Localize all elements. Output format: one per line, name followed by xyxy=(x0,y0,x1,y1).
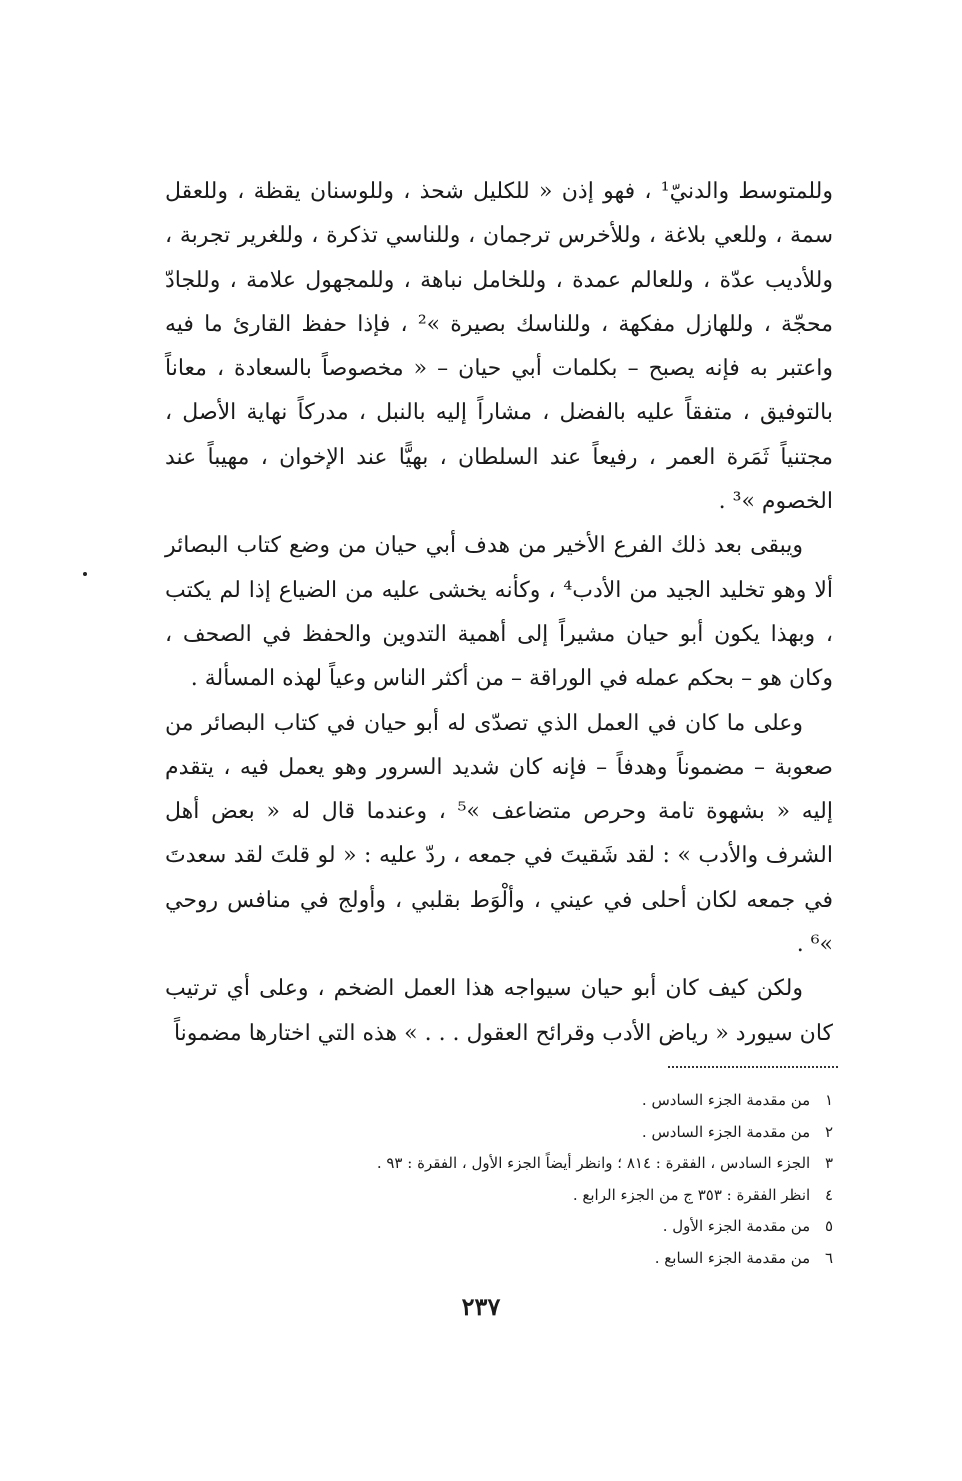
paragraph-3: وعلى ما كان في العمل الذي تصدّى له أبو حيان في كتاب البصائر من صعوبة – مضموناً وهدفاً – فإنه كان شديد السرور وهو يعمل فيه ، يتقدم إليه « بشهوة تامة وحرص متضاعف »⁵ ، وعندما قال له « بعض أهل الشرف والأدب » : لقد شَقيتَ في جمعه ، ردّ عليه : « لو قلتَ لقد سعدتَ في جمعه لكان أحلى في عيني ، وألْوَط بقلبي ، وأولج في منافس روحي »⁶ . xyxy=(165,710,833,958)
footnote-text: من مقدمة الجزء الأول . xyxy=(662,1217,811,1235)
footnote-4 xyxy=(250,1180,833,1212)
footnote-number: ٦ xyxy=(824,1248,833,1267)
footnote-text: انظر الفقرة : ٣٥٣ ج من الجزء الرابع . xyxy=(572,1185,811,1204)
footnote-number: ٣ xyxy=(824,1154,833,1172)
footnote-6 xyxy=(250,1243,833,1275)
footnote-text: الجزء السادس ، الفقرة : ٨١٤ ؛ وانظر أيضاً الجزء الأول ، الفقرة : ٩٣ . xyxy=(376,1154,811,1172)
footnote-text: من مقدمة الجزء السادس . xyxy=(641,1122,811,1141)
footnote-number: ٥ xyxy=(824,1217,833,1235)
footnote-text: من مقدمة الجزء السادس . xyxy=(641,1091,811,1109)
footnote-1 xyxy=(250,1085,833,1117)
paragraph-4: ولكن كيف كان أبو حيان سيواجه هذا العمل الضخم ، وعلى أي ترتيب كان سيورد « رياض الأدب وقرائح العقول . . . » هذه التي اختارها مضموناً xyxy=(165,976,833,1046)
footnote-number: ٢ xyxy=(824,1122,833,1141)
margin-mark xyxy=(83,572,87,576)
footnote-number: ١ xyxy=(824,1091,833,1109)
footnote-2 xyxy=(250,1117,833,1149)
footnote-number: ٤ xyxy=(824,1185,833,1204)
footnotes xyxy=(250,1085,833,1274)
body-text xyxy=(165,170,833,1056)
footnote-5 xyxy=(250,1211,833,1243)
footnote-text: من مقدمة الجزء السابع . xyxy=(654,1248,811,1267)
footnote-3 xyxy=(250,1148,833,1180)
paragraph-1: وللمتوسط والدنيّ¹ ، فهو إذن « للكليل شحذ ، وللوسنان يقظة ، وللعقل سمة ، وللعي بلاغة ، وللأخرس ترجمان ، وللناسي تذكرة ، وللغرير تجربة ، وللأديب عدّة ، وللعالم عمدة ، وللخامل نباهة ، وللمجهول علامة ، وللجادّ محجّة ، وللهازل مفكهة ، وللناسك بصيرة »² ، فإذا حفظ القارئ ما فيه واعتبر به فإنه يصبح – بكلمات أبي حيان – « مخصوصاً بالسعادة ، معاناً بالتوفيق ، متفقاً عليه بالفضل ، مشاراً إليه بالنبل ، مدركاً نهاية الأصل ، مجتنياً ثَمَرة العمر ، رفيعاً عند السلطان ، بهيًّا عند الإخوان ، مهيباً عند الخصوم »³ . xyxy=(165,179,833,515)
paragraph-2: ويبقى بعد ذلك الفرع الأخير من هدف أبي حيان من وضع كتاب البصائر ألا وهو تخليد الجيد من الأدب⁴ ، وكأنه يخشى عليه من الضياع إذا لم يكتب ، وبهذا يكون أبو حيان مشيراً إلى أهمية التدوين والحفظ في الصحف ، وكان هو – بحكم عمله في الوراقة – من أكثر الناس وعياً لهذه المسألة . xyxy=(165,533,833,692)
footnote-separator xyxy=(668,1066,838,1068)
page-number: ٢٣٧ xyxy=(461,1292,501,1321)
